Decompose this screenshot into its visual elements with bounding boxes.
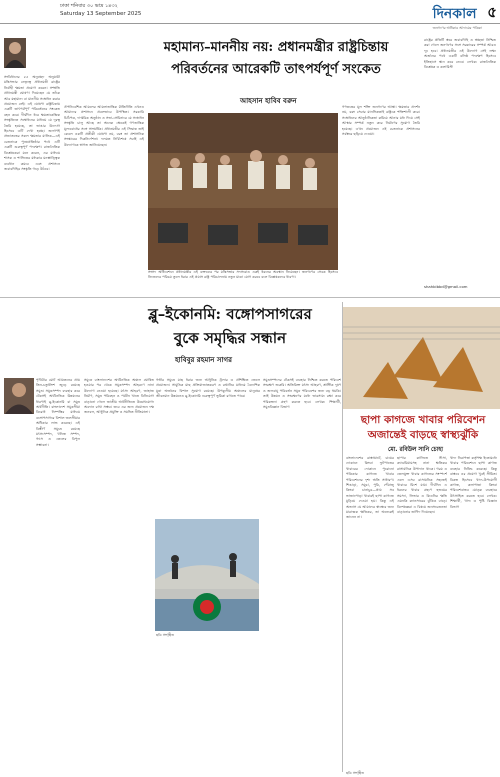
date-bangla: ঢাকা শনিবার ৩০ ভাদ্র ১৪৩২ [60,3,118,9]
article2-column-d: সমুদ্রসম্পদের টেকসই ব্যবহার নিশ্চিত করতে পরিবেশ সংরক্ষণ জরুরি। অতিরিক্ত মৎস্য আহরণ, প্লাস্টিক দূষণ ও জলবায়ু পরিবর্তন সমুদ্র পরিবেশের জন্য বড় হুমকি। তাই উন্নয়ন ও সংরক্ষণের মধ্যে ভারসাম্য রক্ষা করে পরিকল্পনা গ্রহণ করতে হবে। লেখক: শিক্ষার্থী, সমুদ্রবিজ্ঞান বিভাগ [263,378,341,410]
newspaper-logo [433,2,482,32]
article1-column-d: গণতন্ত্রের মূল শক্তি জনগণের আস্থা। ক্ষমতার প্রদর্শন নয়, বরং সেবার মানসিকতাই রাষ্ট্রকে শক্তিশালী করে। সম্বোধনের আনুষ্ঠানিকতা কমিয়ে আনার মধ্য দিয়ে সেই আস্থার সম্পর্ক নতুন করে নির্মাণের সুযোগ তৈরি হয়েছে। এখন প্রয়োজন এই চেতনাকে প্রশাসনের সর্বস্তরে ছড়িয়ে দেওয়া। [342,105,420,137]
article2-column-c: গভীর সমুদ্রে মাছ ধরার জন্য আধুনিক ট্রলার ও প্রশিক্ষিত জেলে প্রয়োজন। সামুদ্রিক মাছ প্রক্রিয়াজাতকরণ ও রপ্তানির মাধ্যমে বৈদেশিক মুদ্রা অর্জনের বিশাল সুযোগ রয়েছে। উপকূলীয় অঞ্চলের মানুষের জীবনমান উন্নয়নেও ব্লু-ইকোনমি গুরুত্বপূর্ণ ভূমিকা রাখতে পারে। [156,378,260,399]
article2-headline[interactable] [120,302,340,350]
article1-headline-line1: মহামান্য–মাননীয় নয়: প্রধানমন্ত্রীর রাষ্ট্রচিন্তায় [163,40,389,55]
article1-byline: আহসান হাবিব বরুন [240,97,297,105]
person-icon [4,38,26,68]
article3-byline: মো. রবিউল সানি চোহা [388,447,443,453]
article2-byline: হাবিবুর রহমান সাগর [175,356,232,364]
article1-column-a: সংবিধানের ৫৫ অনুচ্ছেদ অনুযায়ী মন্ত্রিসভার নেতৃত্বে প্রধানমন্ত্রী রাষ্ট্রের নির্বাহী ক্ষমতা প্রয়োগ করেন। সম্প্রতি প্রধানমন্ত্রী ঘোষণা দিয়েছেন যে তাঁকে আর মহামান্য বা মাননীয় সম্বোধন করার প্রয়োজন নেই। এই ঘোষণা রাষ্ট্রচিন্তায় একটি তাৎপর্যপূর্ণ পরিবর্তনের সংকেত বহন করে। দীর্ঘদিন ধরে ক্ষমতাকেন্দ্রিক সংস্কৃতিতে সম্বোধনের মাধ্যমে যে দূরত্ব তৈরি হয়েছে, তা ভাঙার উদ্যোগ হিসেবে এটি দেখা হচ্ছে। জনগণই প্রজাতন্ত্রের সকল ক্ষমতার মালিক—এই চেতনাকে পুনঃপ্রতিষ্ঠার পথে এটি একটি গুরুত্বপূর্ণ পদক্ষেপ। রাজনৈতিক বিশ্লেষকেরা মনে করেন, এর মাধ্যমে শাসক ও শাসিতের মধ্যকার মনস্তাত্ত্বিক ব্যবধান কমবে এবং প্রশাসনে জবাবদিহির সংস্কৃতি গড়ে উঠবে। [4,75,60,171]
article2-column-b: সমুদ্রে বাংলাদেশের অর্থনৈতিক অঞ্চল ঘোষিত হওয়ার পর থেকে সমুদ্রসম্পদ আহরণে নানা উদ্যোগ নেওয়া হয়েছে। মৎস্য আহরণ, জাহাজ নির্মাণ, সমুদ্র পরিবহন ও পর্যটন খাতে বিনিয়োগ বাড়ানো গেলে জাতীয় অর্থনীতিতে উল্লেখযোগ্য অবদান রাখা সম্ভব। তবে এর জন্য প্রয়োজন দক্ষ জনবল, আধুনিক প্রযুক্তি ও সমন্বিত নীতিমালা। [84,378,154,415]
author2-photo [4,378,34,414]
article1-headline-line2: পরিবর্তনের আরেকটি তাৎপর্যপূর্ণ সংকেত [171,62,381,77]
article3-column-b: ছাপার কালিতে সীসা, ক্যাডমিয়ামসহ নানা ক্ষতিকর রাসায়নিক উপাদান থাকে। গরম ও তেলযুক্ত খাবার কাগজের সংস্পর্শে এলে এসব রাসায়নিক সহজেই খাবারে মিশে যায়। দীর্ঘদিন এ ধরনের খাবার গ্রহণে হজমের সমস্যা, লিভার ও কিডনির ক্ষতি এমনকি ক্যানসারের ঝুঁকিও বাড়ে। বিশেষজ্ঞরা এ বিষয়ে জনসচেতনতা বাড়ানোর তাগিদ দিয়েছেন। [397,456,447,515]
article3-column-c: খাদ্য নিরাপত্তা কর্তৃপক্ষ ইতোমধ্যে খাবার পরিবেশনে ছাপা কাগজ ব্যবহার নিষিদ্ধ করেছে। কিন্তু বাস্তবে এর প্রয়োগ খুবই সীমিত। বিকল্প হিসেবে খাদ্য-উপযোগী কাগজ, কলাপাতা কিংবা পরিবেশবান্ধব মোড়ক ব্যবহারে উৎসাহিত করতে হবে। লেখক: শিক্ষার্থী, খাদ্য ও পুষ্টি বিজ্ঞান বিভাগ [450,456,497,509]
article2-headline-line1: ব্লু–ইকোনমি: বঙ্গোপসাগরের [148,305,312,323]
date-english: Saturday 13 September 2025 [60,11,142,17]
article3-photo-caption: ছবি: সংগৃহীত [346,771,364,775]
article1-column-e: রাষ্ট্রের প্রতিটি স্তরে জবাবদিহি ও স্বচ্ছতা নিশ্চিত করা গেলে জনগণের সঙ্গে সরকারের সম্পর্ক আরও দৃঢ় হবে। প্রধানমন্ত্রীর এই উদ্যোগ সেই লক্ষ্য অর্জনের পথে একটি বলিষ্ঠ পদক্ষেপ হিসেবে ইতিহাসে স্থান করে নেবে। লেখক: রাজনৈতিক বিশ্লেষক ও কলামিস্ট [424,38,496,70]
article2-photo-caption: ছবি: সংগৃহীত [156,633,174,637]
parliament-photo [148,113,338,270]
page-number: ৫ [487,3,497,21]
logo-tagline: জনগণের অধিকার আদায়ের পত্রিকা [432,26,482,30]
samosa-on-paper-image [343,307,500,409]
article2-column-a: পৃথিবীর মোট আয়তনের প্রায় তিন-চতুর্থাংশ জুড়ে রয়েছে সমুদ্র। সমুদ্রসম্পদ ব্যবহার করে টেকসই অর্থনৈতিক উন্নয়নের ধারণাই ব্লু-ইকোনমি বা সমুদ্র অর্থনীতি। বাংলাদেশ সমুদ্রসীমা বিরোধ নিষ্পত্তির মাধ্যমে বঙ্গোপসাগরে বিশাল জলসীমার অধিকার লাভ করেছে। এই বিস্তীর্ণ সমুদ্রে রয়েছে মৎস্যসম্পদ, খনিজ সম্পদ, গ্যাস ও তেলের বিপুল সম্ভাবনা। [36,378,80,447]
person-icon [4,378,34,414]
masthead [0,0,500,30]
fishing-photo [155,519,259,631]
article1-column-b: ঔপনিবেশিক আমলের আমলাতান্ত্রিক রীতিনীতি এখনও আমাদের প্রশাসনে প্রবলভাবে উপস্থিত। সরকারি চিঠিপত্র, দাপ্তরিক অনুষ্ঠান ও সভা-সেমিনারে যে সম্বোধন সংস্কৃতি চালু আছে তা অনেক ক্ষেত্রেই গণতান্ত্রিক মূল্যবোধের সঙ্গে সাংঘর্ষিক। প্রধানমন্ত্রীর এই সিদ্ধান্ত তাই কেবল একটি প্রতীকী ঘোষণা নয়, বরং তা প্রশাসনিক সংস্কারের দিকনির্দেশনা। দলমত নির্বিশেষে সবাই এই উদ্যোগকে স্বাগত জানিয়েছেন। [64,105,144,147]
article1-column-c: সংসদ অধিবেশনে প্রধানমন্ত্রীর এই বক্তব্যের পর মন্ত্রিসভার সদস্যরাও একই ধরনের অবস্থান নিয়েছেন। জনগণের সেবক হিসেবে নিজেদের পরিচয় তুলে ধরার এই প্রয়াস রাষ্ট্র পরিচালনায় নতুন মাত্রা যোগ করবে বলে বিশ্লেষকদের ধারণা। [148,270,338,280]
article2-headline-line2: বুকে সমৃদ্ধির সন্ধান [173,329,287,347]
fishermen-net-image [155,519,259,631]
section-divider [0,297,500,298]
author-photo [4,38,26,68]
article3-headline-line1: ছাপা কাগজে খাবার পরিবেশন [360,414,486,426]
snack-photo [343,307,500,409]
parliament-session-image [148,113,338,270]
logo-text: দিনকাল [432,6,477,22]
article3-column-a: বাংলাদেশের রাস্তাঘাটে, চায়ের দোকানে কিংবা ফুটপাতের খাবারের দোকানে পুরোনো পত্রিকার কাগজে খাবার পরিবেশনের দৃশ্য অতি সাধারণ। শিঙাড়া, সমুচা, পুরি, পেঁয়াজু কিংবা চানাচুর—প্রায় সব ভাজাপোড়া খাবারই ছাপা কাগজে মুড়িয়ে দেওয়া হয়। কিন্তু এই অভ্যাস যে আমাদের স্বাস্থ্যের জন্য মারাত্মক ক্ষতিকর, তা অনেকেই জানেন না। [346,456,394,520]
article3-headline-line2: অজান্তেই বাড়ছে স্বাস্থ্যঝুঁকি [367,429,479,441]
article3-headline[interactable] [348,413,498,443]
author-email[interactable]: shahbibbd@gmail.com [424,284,468,289]
